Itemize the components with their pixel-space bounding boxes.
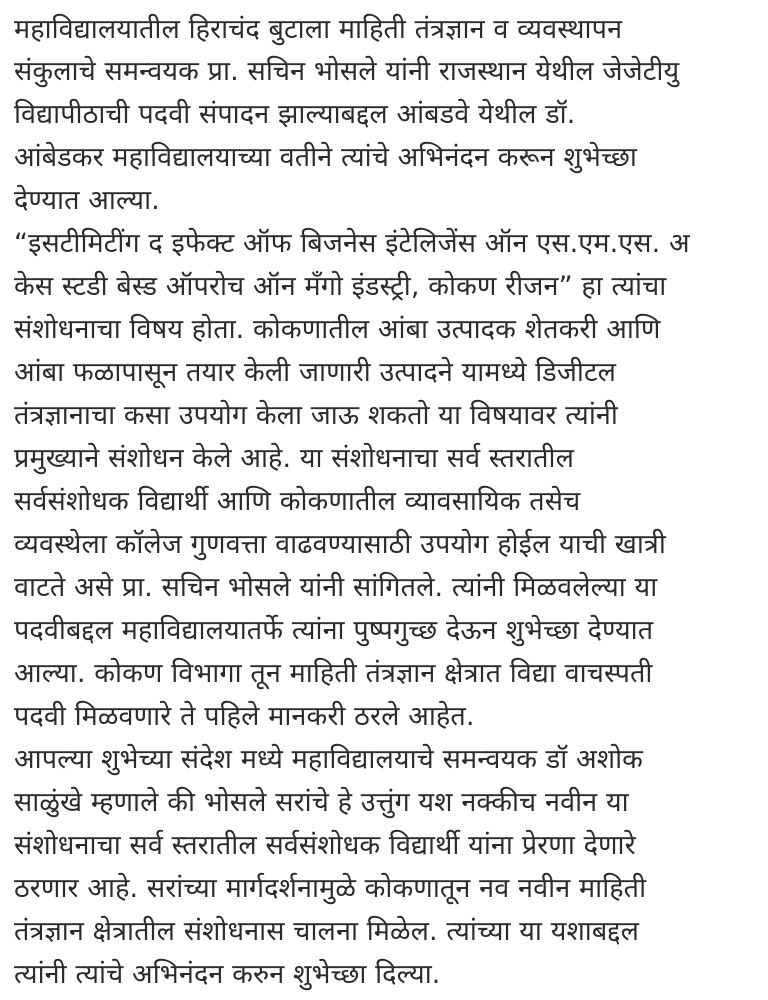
text-line: तंत्रज्ञानाचा कसा उपयोग केला जाऊ शकतो या विषयावर त्यांनी [14,400,619,431]
cut-off-bottom-line [14,987,760,1000]
text-line: व्यवस्थेला कॉलेज गुणवत्ता वाढवण्यासाठी उपयोग होईल याची खात्री [14,529,666,560]
text-line: साळुंखे म्हणाले की भोसले सरांचे हे उत्तुंग यश नक्कीच नवीन या [14,787,629,818]
text-line: संशोधनाचा सर्व स्तरातील सर्वसंशोधक विद्यार्थी यांना प्रेरणा देणारे [14,830,636,861]
text-line: पदवीबद्दल महाविद्यालयातर्फे त्यांना पुष्पगुच्छ देऊन शुभेच्छा देण्यात [14,615,654,646]
text-line: आल्या. कोकण विभागा तून माहिती तंत्रज्ञान क्षेत्रात विद्या वाचस्पती [14,658,653,689]
text-line: प्रमुख्याने संशोधन केले आहे. या संशोधनाचा सर्व स्तरातील [14,443,575,474]
text-line: केस स्टडी बेस्ड ऑपरोच ऑन मँगो इंडस्ट्री, कोकण रीजन” हा त्यांचा [14,271,667,302]
text-line: तंत्रज्ञान क्षेत्रातील संशोधनास चालना मिळेल. त्यांच्या या यशाबद्दल [14,916,639,947]
text-line: विद्यापीठाची पदवी संपादन झाल्याबद्दल आंबडवे येथील डॉ. [14,99,576,130]
text-line: महाविद्यालयातील हिराचंद बुटाला माहिती तंत्रज्ञान व व्यवस्थापन [14,14,623,45]
text-line: आंबा फळापासून तयार केली जाणारी उत्पादने यामध्ये डिजीटल [14,357,617,388]
text-line: संकुलाचे समन्वयक प्रा. सचिन भोसले यांनी राजस्थान येथील जेजेटीयु [14,56,680,87]
text-line: वाटते असे प्रा. सचिन भोसले यांनी सांगितले. त्यांनी मिळवलेल्या या [14,572,658,603]
text-line: पदवी मिळवणारे ते पहिले मानकरी ठरले आहेत. [14,701,475,732]
text-line: संशोधनाचा विषय होता. कोकणातील आंबा उत्पादक शेतकरी आणि [14,314,661,345]
text-line: त्यांनी त्यांचे अभिनंदन करुन शुभेच्छा दिल्या. [14,959,441,990]
text-line: ठरणार आहे. सरांच्या मार्गदर्शनामुळे कोकणातून नव नवीन माहिती [14,873,647,904]
text-line: “इसटीमिटींग द इफेक्ट ऑफ बिजनेस इंटेलिजेंस ऑन एस.एम.एस. अ [14,228,690,259]
cut-off-top-line [14,0,760,10]
text-line: देण्यात आल्या. [14,185,160,216]
text-line: आपल्या शुभेच्या संदेश मध्ये महाविद्यालयाचे समन्वयक डॉ अशोक [14,744,644,775]
text-line: आंबेडकर महाविद्यालयाच्या वतीने त्यांचे अभिनंदन करून शुभेच्छा [14,142,637,173]
text-line: सर्वसंशोधक विद्यार्थी आणि कोकणातील व्यावसायिक तसेच [14,486,581,517]
